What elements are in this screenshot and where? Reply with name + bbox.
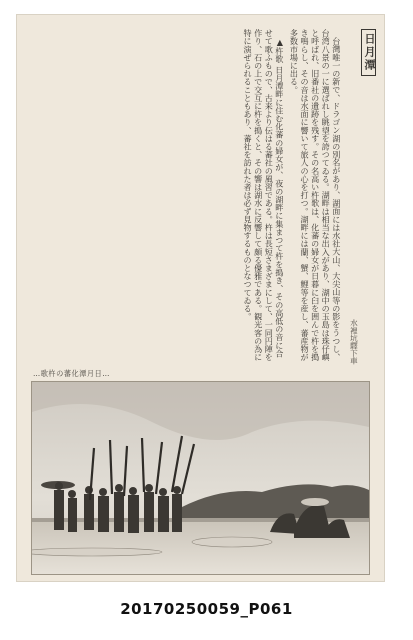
article-subtitle: 水裡坑驛下車 (349, 319, 359, 365)
article-paragraph-2: ▲杵歌 日月潭畔に住む化蕃の婦女が、夜の湖畔に集まつて杵を搗き、その高低の音に合せて歌ふもので、古来より伝はる蕃社の風習である。杵は長短さまざまにして、一同円陣を作り、石の上で交互に杵を搗くと、その響は湖水に反響して頗る優雅である。観光客の為に特に演ぜられることもあり、蕃社を訪れた者は必ず見物するものとなつてゐる。 (243, 29, 285, 362)
photograph (31, 381, 370, 575)
photo-illustration (32, 382, 369, 574)
article-paragraph-1: 台灣唯一の新で、ドラゴン湖の別名があり、湖面には水社大山、大尖山等の影をうつし、台湾八景の一に選ばれし眺望を誇つてゐる。湖畔は相当な出入があり、湖中の玉島は珠仔嶼と呼ばれ、旧番社の遺跡を残す。その名高い杵歌は、化蕃の婦女が日暮に臼を囲んで杵を搗き鳴らし、その音は水面に響いて旅人の心を打つ。湖畔には蘭、蟹、鯉等を産し、蕃産物が多数市場に出る。 (289, 29, 342, 362)
catalog-id-label: 20170250059_P061 (120, 600, 293, 618)
book-page (17, 15, 384, 581)
article-title: 日月潭 (361, 29, 376, 76)
vertical-text-column (27, 29, 376, 365)
photo-caption: …歌杵の蕃化潭月日… (33, 369, 110, 378)
